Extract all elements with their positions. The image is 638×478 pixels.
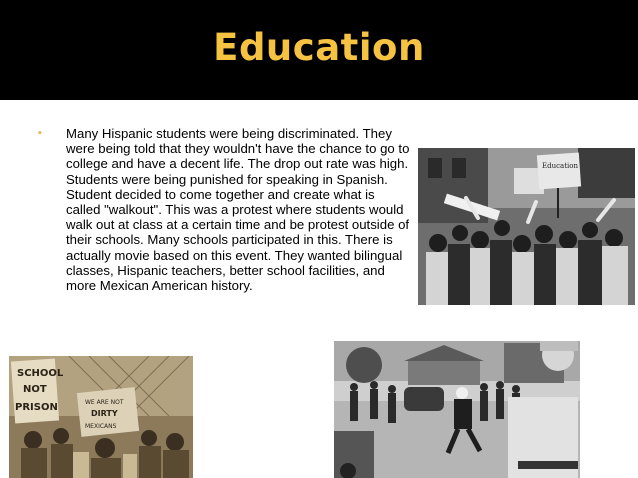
title-bar (0, 0, 638, 100)
prison-sign-line3: PRISON (15, 402, 58, 413)
school-not-prison-photo (9, 356, 193, 478)
street-protest-photo (334, 341, 580, 478)
bullet-marker: ▪ (38, 127, 42, 139)
slide-title: Education (213, 26, 425, 69)
walkout-photo (418, 148, 635, 305)
bullet-text: Many Hispanic students were being discriminated. They were being told that they wouldn't have the chance to go to college and have a decent life. The drop out rate was high. Students were being punished for speaking in Spanish. Student decided to come together and create what is called "walkout". This was a protest where students would walk out at class at a certain time and be protest outside of their schools. Many schools participated in this. There is actually movie based on this event. They wanted bilingual classes, Hispanic teachers, better school facilities, and more Mexican American history. (66, 126, 410, 294)
prison-sign-line1: SCHOOL (17, 368, 64, 379)
prison-sign-line2: NOT (23, 384, 47, 395)
dirty-sign-line3: MEXICANS (85, 423, 117, 430)
walkout-sign-text: Education (542, 162, 578, 170)
dirty-sign-line1: WE ARE NOT (85, 399, 124, 406)
dirty-sign-line2: DIRTY (91, 409, 118, 418)
